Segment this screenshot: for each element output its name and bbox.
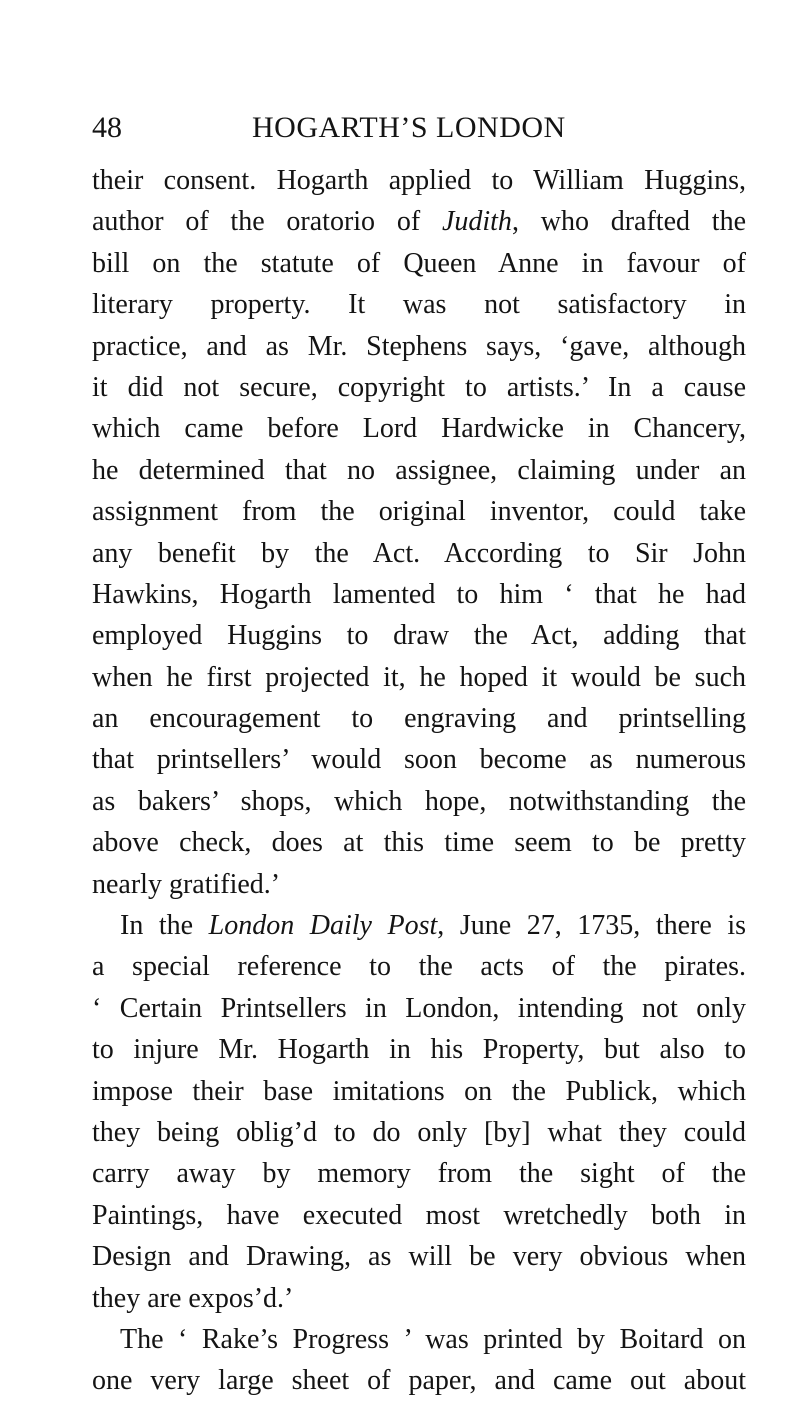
- page-header: [92, 108, 746, 148]
- italic-title: Judith: [441, 206, 512, 238]
- text-line: that printsellers’ would soon become as numerous: [92, 744, 746, 776]
- text-line: they are expos’d.’: [92, 1282, 294, 1314]
- text-line: Design and Drawing, as will be very obvious when: [92, 1241, 746, 1273]
- text-segment: author of the oratorio of: [92, 206, 442, 238]
- text-line: as bakers’ shops, which hope, notwithstanding the: [92, 785, 746, 817]
- text-line: practice, and as Mr. Stephens says, ‘gave, although: [92, 330, 746, 362]
- text-line: Hawkins, Hogarth lamented to him ‘ that he had: [92, 578, 746, 610]
- text-line: [92, 201, 746, 242]
- text-line: he determined that no assignee, claiming under an: [92, 454, 746, 486]
- text-line: assignment from the original inventor, could take: [92, 496, 746, 528]
- text-line: their consent. Hogarth applied to William Huggins,: [92, 165, 746, 196]
- text-line: ‘ Certain Printsellers in London, intending not only: [92, 992, 746, 1024]
- text-line: above check, does at this time seem to be pretty: [92, 827, 746, 859]
- text-line: an encouragement to engraving and printselling: [92, 703, 746, 735]
- text-line: they being oblig’d to do only [by] what they could: [92, 1116, 746, 1148]
- page-number: 48: [92, 111, 122, 144]
- text-line: carry away by memory from the sight of the: [92, 1158, 746, 1190]
- text-line: nearly gratified.’: [92, 868, 281, 900]
- text-line: The ‘ Rake’s Progress ’ was printed by Boitard on: [120, 1323, 746, 1355]
- italic-title: London Daily Post: [208, 910, 438, 942]
- text-line: Paintings, have executed most wretchedly both in: [92, 1199, 746, 1231]
- text-line: it did not secure, copyright to artists.’ In a cause: [92, 371, 746, 403]
- running-head: HOGARTH’S LONDON: [252, 111, 566, 144]
- text-line: [92, 905, 746, 946]
- body-text: [92, 160, 746, 1402]
- text-line: to injure Mr. Hogarth in his Property, but also to: [92, 1034, 746, 1066]
- text-line: when he first projected it, he hoped it would be such: [92, 661, 746, 693]
- text-line: bill on the statute of Queen Anne in favour of: [92, 247, 746, 279]
- text-line: employed Huggins to draw the Act, adding that: [92, 620, 746, 652]
- text-segment: , June 27, 1735, there is: [437, 910, 746, 942]
- text-line: literary property. It was not satisfactory in: [92, 289, 746, 321]
- text-line: which came before Lord Hardwicke in Chancery,: [92, 413, 746, 445]
- text-line: a special reference to the acts of the pirates.: [92, 951, 746, 983]
- text-line: impose their base imitations on the Publick, which: [92, 1075, 746, 1107]
- text-line: any benefit by the Act. According to Sir John: [92, 537, 746, 569]
- text-line: one very large sheet of paper, and came out about: [92, 1365, 746, 1397]
- text-segment: In the: [120, 910, 209, 942]
- text-segment: , who drafted the: [511, 206, 746, 238]
